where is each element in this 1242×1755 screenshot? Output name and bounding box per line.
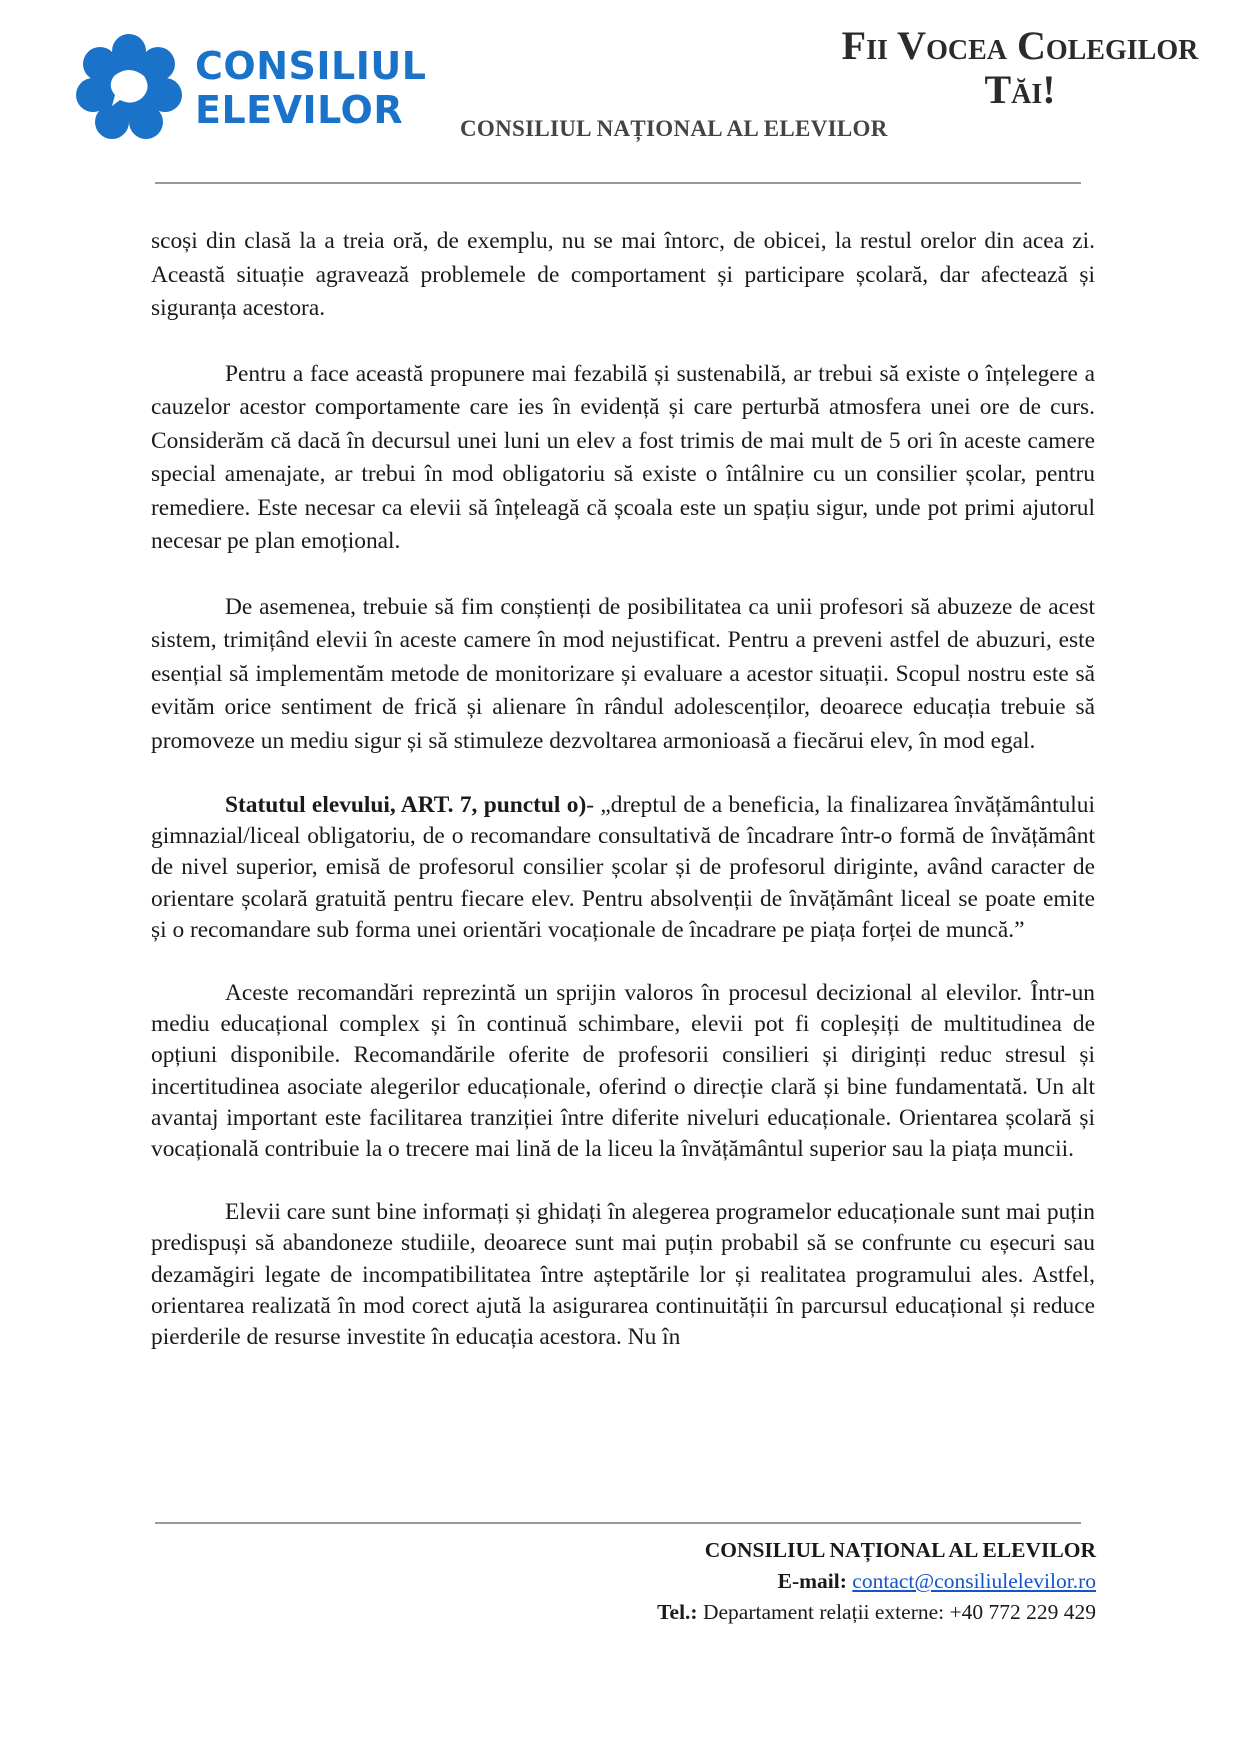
footer-divider <box>155 1522 1081 1524</box>
slogan-line-1: Fii Vocea Colegilor <box>841 23 1199 68</box>
logo-text <box>195 44 426 132</box>
header-organization: CONSILIUL NAȚIONAL AL ELEVILOR <box>460 116 888 141</box>
header-divider <box>155 182 1081 184</box>
statute-reference: Statutul elevului, ART. 7, punctul o) <box>225 792 587 818</box>
paragraph-3: De asemenea, trebuie să fim conștienți de posibilitatea ca unii profesori să abuzeze de acest sistem, trimițând elevii în aceste camere în mod nejustificat. Pentru a preveni astfel de abuzuri, este esențial să implementăm metode de monitorizare și evaluare a acestor situații. Scopul nostru este să evităm orice sentiment de frică și alienare în rândul adolescenților, deoarece educația trebuie să promoveze un mediu sigur și să stimuleze dezvoltarea armonioasă a fiecărui elev, în mod egal. <box>151 593 1095 754</box>
flower-chat-logo-icon <box>74 32 184 144</box>
logo <box>74 32 427 144</box>
email-label: E-mail: <box>777 1569 847 1593</box>
statute-quote: - „dreptul de a beneficia, la finalizarea învățământului gimnazial/liceal obligatoriu, de o recomandare consultativă de încadrare într-o formă de învățământ de nivel superior, emisă de profesorul consilier școlar și de profesorul diriginte, având caracter de orientare școlară gratuită pentru fiecare elev. Pentru absolvenții de învățământ liceal se poate emite și o recomandare sub forma unei orientări vocaționale de încadrare pe piața forței de muncă.” <box>151 792 1095 943</box>
paragraph-1: scoși din clasă la a treia oră, de exemplu, nu se mai întorc, de obicei, la restul orelor din acea zi. Această situație agravează problemele de comportament și participare școlară, dar afectează și siguranța acestora. <box>151 228 1095 321</box>
slogan-line-2: Tăi! <box>984 67 1056 112</box>
paragraph-6: Elevii care sunt bine informați și ghidați în alegerea programelor educaționale sunt mai puțin predispuși să abandoneze studiile, deoarece sunt mai puțin probabil să se confrunte cu eșecuri sau dezamăgiri legate de incompatibilitatea între așteptările lor și realitatea programului ales. Astfel, orientarea realizată în mod corect ajută la asigurarea continuității în parcursul educațional și reduce pierderile de resurse investite în educația acestora. Nu în <box>151 1199 1095 1351</box>
email-link[interactable]: contact@consiliulelevilor.ro <box>852 1569 1096 1593</box>
paragraph-5: Aceste recomandări reprezintă un sprijin valoros în procesul decizional al elevilor. Într-un mediu educațional complex și în continuă schimbare, elevii pot fi copleșiți de multitudinea de opțiuni disponibile. Recomandările oferite de profesorii consilieri și diriginți reduc stresul și incertitudinea asociate alegerilor educaționale, oferind o direcție clară și bine fundamentată. Un alt avantaj important este facilitarea tranziției între diferite niveluri educaționale. Orientarea școlară și vocațională contribuie la o trecere mai lină de la liceu la învățământul superior sau la piața muncii. <box>151 980 1095 1163</box>
logo-line-1: CONSILIUL <box>195 44 427 88</box>
footer-organization: CONSILIUL NAȚIONAL AL ELEVILOR <box>704 1538 1096 1562</box>
paragraph-2: Pentru a face această propunere mai fezabilă și sustenabilă, ar trebui să existe o înțelegere a cauzelor acestor comportamente care ies în evidență și care perturbă atmosfera unei ore de curs. Considerăm că dacă în decursul unei luni un elev a fost trimis de mai mult de 5 ori în aceste camere special amenajate, ar trebui în mod obligatoriu să existe o întâlnire cu un consilier școlar, pentru remediere. Este necesar ca elevii să înțeleagă că școala este un spațiu sigur, unde pot primi ajutorul necesar pe plan emoțional. <box>151 360 1095 554</box>
tel-label: Tel.: <box>657 1600 698 1624</box>
paragraph-4 <box>151 790 1095 946</box>
footer <box>657 1535 1096 1628</box>
document-body <box>151 225 1095 1385</box>
tel-text: Departament relații externe: +40 772 229 429 <box>702 1600 1096 1624</box>
logo-line-2: ELEVILOR <box>195 88 404 132</box>
slogan <box>810 24 1230 112</box>
